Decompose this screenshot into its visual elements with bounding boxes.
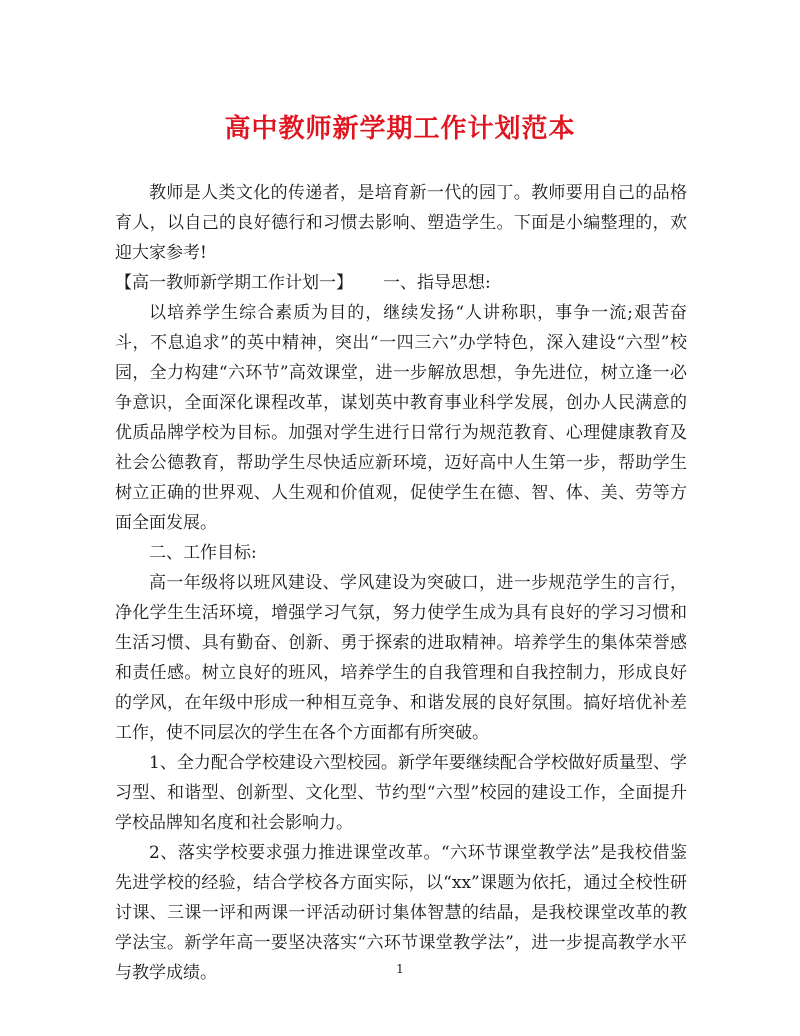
section2-paragraph: 高一年级将以班风建设、学风建设为突破口，进一步规范学生的言行，净化学生生活环境，增强学习气氛，努力使学生成为具有良好的学习习惯和生活习惯、具有勤奋、创新、勇于探索的进取精神。培养学生的集体荣誉感和责任感。树立良好的班风，培养学生的自我管理和自我控制力，形成良好的学风，在年级中形成一种相互竞争、和谐发展的良好氛围。搞好培优补差工作，使不同层次的学生在各个方面都有所突破。 bbox=[115, 573, 687, 743]
page-number: 1 bbox=[396, 962, 404, 976]
section1-paragraph: 以培养学生综合素质为目的，继续发扬“人讲称职，事争一流;艰苦奋斗，不息追求”的英中精神，突出“一四三六”办学特色，深入建设“六型”校园，全力构建“六环节”高效课堂，进一步解放思想，争先进位，树立逢一必争意识，全面深化课程改革，谋划英中教育事业科学发展，创办人民满意的优质品牌学校为目标。加强对学生进行日常行为规范教育、心理健康教育及社会公德教育，帮助学生尽快适应新环境，迈好高中人生第一步，帮助学生树立正确的世界观、人生观和价值观，促使学生在德、智、体、美、劳等方面全面发展。 bbox=[115, 303, 687, 533]
document-body bbox=[115, 178, 687, 988]
intro-paragraph: 教师是人类文化的传递者，是培育新一代的园丁。教师要用自己的品格育人，以自己的良好德行和习惯去影响、塑造学生。下面是小编整理的，欢迎大家参考! bbox=[115, 183, 687, 263]
section2-heading: 二、工作目标: bbox=[149, 543, 257, 563]
document-title: 高中教师新学期工作计划范本 bbox=[224, 114, 576, 144]
section1-heading: 一、指导思想: bbox=[383, 273, 491, 293]
item1-paragraph: 1、全力配合学校建设六型校园。新学年要继续配合学校做好质量型、学习型、和谐型、创新型、文化型、节约型“六型”校园的建设工作，全面提升学校品牌知名度和社会影响力。 bbox=[115, 753, 687, 833]
plan-heading-line bbox=[115, 268, 687, 298]
plan-heading: 【高一教师新学期工作计划一】 bbox=[115, 273, 353, 293]
item2-paragraph: 2、落实学校要求强力推进课堂改革。“六环节课堂教学法”是我校借鉴先进学校的经验，结合学校各方面实际，以“xx”课题为依托，通过全校性研讨课、三课一评和两课一评活动研讨集体智慧的结晶，是我校课堂改革的教学法宝。新学年高一要坚决落实“六环节课堂教学法”，进一步提高教学水平与教学成绩。 bbox=[115, 843, 687, 983]
